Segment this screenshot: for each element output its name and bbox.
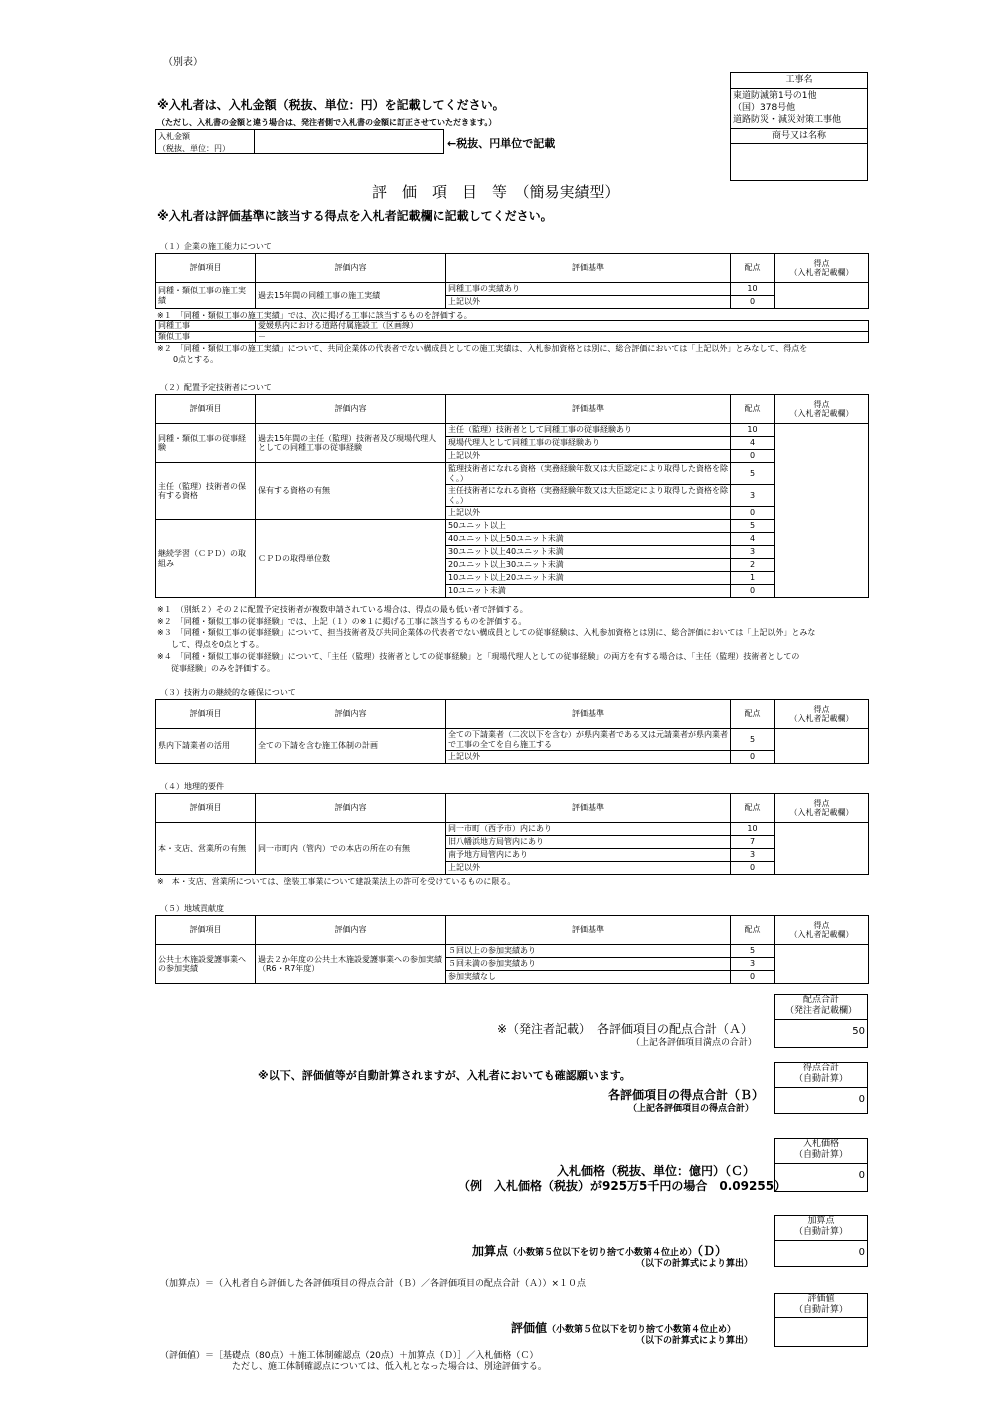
s5-item: 公共土木施設愛護事業への参加実績 bbox=[156, 945, 256, 984]
e-formula-2: ただし、施工体制確認点については、低入札となった場合は、別途評価する。 bbox=[232, 1362, 547, 1372]
section-2-table bbox=[155, 394, 869, 598]
c-box-header: 入札価格 （自動計算） bbox=[774, 1138, 868, 1164]
header-content: 評価内容 bbox=[256, 700, 446, 729]
b-total-value: 0 bbox=[774, 1087, 868, 1114]
d-formula: （加算点）＝（入札者自ら評価した各評価項目の得点合計（Ｂ）／各評価項目の配点合計（Ａ））×１０点 bbox=[160, 1279, 587, 1289]
s2-note: ※２ 「同種・類似工事の従事経験」では、上記（１）の※１に掲げる工事に該当するものを評価する。 bbox=[157, 616, 527, 626]
s2-score-input[interactable] bbox=[775, 424, 869, 598]
header-item: 評価項目 bbox=[156, 794, 256, 823]
header-points: 配点 bbox=[731, 700, 775, 729]
s1-points-0: 10 bbox=[731, 283, 775, 296]
header-score: 得点 （入札者記載欄） bbox=[775, 794, 869, 823]
s2-g2-criteria-5: 10ユニット未満 bbox=[446, 585, 731, 598]
header-criteria: 評価基準 bbox=[446, 395, 731, 424]
s4-criteria-3: 上記以外 bbox=[446, 862, 731, 875]
header-criteria: 評価基準 bbox=[446, 254, 731, 283]
s4-note: ※ 本・支店、営業所については、塗装工事業について建設業法上の許可を受けているものに限る。 bbox=[157, 877, 516, 886]
s1-note-1: ※１ 「同種・類似工事の施工実績」では、次に掲げる工事に該当するものを評価する。 bbox=[157, 311, 472, 320]
d-box-header: 加算点 （自動計算） bbox=[774, 1215, 868, 1241]
s2-g2-item: 継続学習（ＣＰＤ）の取組み bbox=[156, 520, 256, 598]
s5-score-input[interactable] bbox=[775, 945, 869, 984]
s5-points-0: 5 bbox=[731, 945, 775, 958]
header-score: 得点 （入札者記載欄） bbox=[775, 395, 869, 424]
b-total-sub: （上記各評価項目の得点合計） bbox=[628, 1104, 755, 1114]
d-addpoint-value: 0 bbox=[774, 1240, 868, 1267]
c-price-label: 入札価格（税抜、単位：億円）（Ｃ） bbox=[557, 1164, 756, 1178]
s2-g1-points-1: 3 bbox=[731, 485, 775, 507]
s1-def-1-label: 同種工事 bbox=[156, 321, 256, 332]
s4-score-input[interactable] bbox=[775, 823, 869, 875]
section-1-title: （１）企業の施工能力について bbox=[160, 242, 272, 251]
s1-note-2a: ※２ 「同種・類似工事の施工実績」について、共同企業体の代表者でない構成員としての施工実績は、入札参加資格とは別に、総合評価においては「上記以外」とみなして、得点を bbox=[157, 344, 808, 353]
s2-g1-criteria-2: 上記以外 bbox=[446, 507, 731, 520]
s2-g0-points-0: 10 bbox=[731, 424, 775, 437]
s2-g1-criteria-0: 監理技術者になれる資格（実務経験年数又は大臣認定により取得した資格を除く。） bbox=[446, 463, 731, 485]
s1-definition-table bbox=[155, 320, 869, 343]
s2-g2-points-0: 5 bbox=[731, 520, 775, 533]
project-name-header: 工事名 bbox=[730, 72, 868, 89]
e-formula-1: （評価値）＝［基礎点（80点）＋施工体制確認点（20点）＋加算点（Ｄ）］／入札価格（Ｃ） bbox=[160, 1351, 539, 1361]
s4-criteria-2: 南予地方局管内にあり bbox=[446, 849, 731, 862]
s2-g2-points-5: 0 bbox=[731, 585, 775, 598]
s2-g2-points-4: 1 bbox=[731, 572, 775, 585]
s3-score-input[interactable] bbox=[775, 729, 869, 764]
s5-points-2: 0 bbox=[731, 971, 775, 984]
s2-g1-criteria-1: 主任技術者になれる資格（実務経験年数又は大臣認定により取得した資格を除く。） bbox=[446, 485, 731, 507]
header-item: 評価項目 bbox=[156, 916, 256, 945]
s2-g2-criteria-4: 10ユニット以上20ユニット未満 bbox=[446, 572, 731, 585]
s3-item: 県内下請業者の活用 bbox=[156, 729, 256, 764]
bid-notice: ※入札者は、入札金額（税抜、単位：円）を記載してください。 bbox=[157, 98, 505, 112]
s2-g2-criteria-2: 30ユニット以上40ユニット未満 bbox=[446, 546, 731, 559]
s4-points-3: 0 bbox=[731, 862, 775, 875]
header-points: 配点 bbox=[731, 794, 775, 823]
project-name-line-2: （国）378号他 bbox=[733, 103, 796, 113]
e-evaluation-label: 評価値（小数第５位以下を切り捨て小数第４位止め） bbox=[511, 1321, 737, 1335]
header-criteria: 評価基準 bbox=[446, 916, 731, 945]
s3-content: 全ての下請を含む施工体制の計画 bbox=[256, 729, 446, 764]
c-price-sub: （例 入札価格（税抜）が925万5千円の場合 0.09255） bbox=[458, 1179, 787, 1193]
project-name-box bbox=[730, 88, 868, 129]
s1-def-2-value: － bbox=[256, 332, 869, 343]
s1-def-2-label: 類似工事 bbox=[156, 332, 256, 343]
s2-note: して、得点を0点とする。 bbox=[163, 640, 264, 650]
s1-criteria-0: 同種工事の実績あり bbox=[446, 283, 731, 296]
header-score: 得点 （入札者記載欄） bbox=[775, 700, 869, 729]
s1-criteria-1: 上記以外 bbox=[446, 296, 731, 309]
header-points: 配点 bbox=[731, 254, 775, 283]
a-box-header: 配点合計 （発注者記載欄） bbox=[774, 994, 868, 1020]
section-5-title: （５）地域貢献度 bbox=[160, 904, 224, 913]
s4-criteria-1: 旧八幡浜地方局管内にあり bbox=[446, 836, 731, 849]
main-title: 評 価 項 目 等 （簡易実績型） bbox=[372, 183, 620, 201]
s5-content: 過去２か年度の公共土木施設愛護事業への参加実績 （R6・R7年度） bbox=[256, 945, 446, 984]
a-total-sub: （上記各評価項目満点の合計） bbox=[631, 1038, 758, 1048]
s5-points-1: 3 bbox=[731, 958, 775, 971]
s3-criteria-1: 上記以外 bbox=[446, 751, 731, 764]
s2-g0-item: 同種・類似工事の従事経験 bbox=[156, 424, 256, 463]
section-3-title: （３）技術力の継続的な確保について bbox=[160, 688, 296, 697]
e-evaluation-sub: （以下の計算式により算出） bbox=[636, 1336, 754, 1346]
s3-points-1: 0 bbox=[731, 751, 775, 764]
s2-note: ※４ 「同種・類似工事の従事経験」について、「主任（監理）技術者としての従事経験」と「現場代理人としての従事経験」の両方を有する場合は、「主任（監理）技術者としての bbox=[157, 651, 800, 661]
main-notice: ※入札者は評価基準に該当する得点を入札者記載欄に記載してください。 bbox=[157, 209, 553, 223]
s4-item: 本・支店、営業所の有無 bbox=[156, 823, 256, 875]
s4-points-0: 10 bbox=[731, 823, 775, 836]
d-addpoint-label: 加算点（小数第５位以下を切り捨て小数第４位止め）（Ｄ） bbox=[472, 1244, 728, 1258]
bid-amount-input[interactable] bbox=[254, 129, 444, 154]
header-content: 評価内容 bbox=[256, 916, 446, 945]
project-name-line-3: 道路防災・減災対策工事他 bbox=[733, 115, 842, 125]
e-box-header: 評価値 （自動計算） bbox=[774, 1293, 868, 1318]
bid-note: （ただし、入札書の金額と違う場合は、発注者側で入札書の金額に訂正させていただきます。） bbox=[157, 118, 497, 127]
header-item: 評価項目 bbox=[156, 395, 256, 424]
s2-g0-points-2: 0 bbox=[731, 450, 775, 463]
d-addpoint-sub: （以下の計算式により算出） bbox=[636, 1259, 754, 1269]
company-header: 商号又は名称 bbox=[730, 128, 868, 144]
s2-g2-points-2: 3 bbox=[731, 546, 775, 559]
b-total-label: 各評価項目の得点合計（Ｂ） bbox=[608, 1088, 765, 1102]
s2-g0-criteria-0: 主任（監理）技術者として同種工事の従事経験あり bbox=[446, 424, 731, 437]
header-content: 評価内容 bbox=[256, 794, 446, 823]
c-price-value: 0 bbox=[774, 1163, 868, 1192]
s3-criteria-0: 全ての下請業者（二次以下を含む）が県内業者である又は元請業者が県内業者で工事の全てを自ら施工する bbox=[446, 729, 731, 751]
header-score: 得点 （入札者記載欄） bbox=[775, 254, 869, 283]
s2-g1-content: 保有する資格の有無 bbox=[256, 463, 446, 520]
s1-item: 同種・類似工事の施工実績 bbox=[156, 283, 256, 309]
section-5-table bbox=[155, 915, 869, 984]
s5-criteria-1: ５回未満の参加実績あり bbox=[446, 958, 731, 971]
section-4-title: （４）地理的要件 bbox=[160, 782, 224, 791]
s2-note: ※３ 「同種・類似工事の従事経験」について、担当技術者及び共同企業体の代表者でない構成員としての従事経験は、入札参加資格とは別に、総合評価においては「上記以外」とみな bbox=[157, 628, 816, 638]
s5-criteria-0: ５回以上の参加実績あり bbox=[446, 945, 731, 958]
s1-points-1: 0 bbox=[731, 296, 775, 309]
section-3-table bbox=[155, 699, 869, 764]
company-input[interactable] bbox=[730, 143, 868, 181]
s3-points-0: 5 bbox=[731, 729, 775, 751]
a-total-value: 50 bbox=[774, 1019, 868, 1048]
header-content: 評価内容 bbox=[256, 395, 446, 424]
s2-g2-content: ＣＰＤの取得単位数 bbox=[256, 520, 446, 598]
header-criteria: 評価基準 bbox=[446, 794, 731, 823]
e-evaluation-value bbox=[774, 1317, 868, 1347]
bid-amount-label-2: （税抜、単位：円） bbox=[158, 144, 230, 153]
project-name-line-1: 東道防滅第1号の1他 bbox=[733, 91, 817, 101]
s4-content: 同一市町内（管内）での本店の所在の有無 bbox=[256, 823, 446, 875]
s1-content: 過去15年間の同種工事の施工実績 bbox=[256, 283, 446, 309]
s2-g1-item: 主任（監理）技術者の保有する資格 bbox=[156, 463, 256, 520]
header-item: 評価項目 bbox=[156, 254, 256, 283]
s2-note: ※１ （別紙２）その２に配置予定技術者が複数申請されている場合は、得点の最も低い者で評価する。 bbox=[157, 605, 528, 614]
section-2-title: （２）配置予定技術者について bbox=[160, 383, 272, 392]
s4-criteria-0: 同一市町（西予市）内にあり bbox=[446, 823, 731, 836]
bid-arrow-note: ←税抜、円単位で記載 bbox=[447, 137, 556, 150]
bid-amount-label-1: 入札金額 bbox=[158, 132, 190, 141]
s2-g2-criteria-0: 50ユニット以上 bbox=[446, 520, 731, 533]
header-criteria: 評価基準 bbox=[446, 700, 731, 729]
s2-g0-criteria-2: 上記以外 bbox=[446, 450, 731, 463]
header-points: 配点 bbox=[731, 395, 775, 424]
s2-g0-criteria-1: 現場代理人として同種工事の従事経験あり bbox=[446, 437, 731, 450]
section-1-table bbox=[155, 253, 869, 309]
header-content: 評価内容 bbox=[256, 254, 446, 283]
s4-points-1: 7 bbox=[731, 836, 775, 849]
s2-g2-points-3: 2 bbox=[731, 559, 775, 572]
auto-calc-notice: ※以下、評価値等が自動計算されますが、入札者においても確認願います。 bbox=[258, 1069, 631, 1082]
appendix-label: （別表） bbox=[163, 57, 203, 68]
header-item: 評価項目 bbox=[156, 700, 256, 729]
s2-g1-points-0: 5 bbox=[731, 463, 775, 485]
s1-note-2b: 0点とする。 bbox=[173, 355, 219, 364]
bid-amount-label bbox=[155, 129, 255, 154]
s5-criteria-2: 参加実績なし bbox=[446, 971, 731, 984]
s2-g1-points-2: 0 bbox=[731, 507, 775, 520]
a-total-label: ※（発注者記載） 各評価項目の配点合計（Ａ） bbox=[497, 1022, 754, 1036]
header-points: 配点 bbox=[731, 916, 775, 945]
s1-score-input[interactable] bbox=[775, 283, 869, 309]
s2-note: 従事経験」のみを評価する。 bbox=[163, 663, 275, 673]
s2-g2-points-1: 4 bbox=[731, 533, 775, 546]
b-box-header: 得点合計 （自動計算） bbox=[774, 1062, 868, 1088]
section-4-table bbox=[155, 793, 869, 875]
s2-g2-criteria-3: 20ユニット以上30ユニット未満 bbox=[446, 559, 731, 572]
s2-g2-criteria-1: 40ユニット以上50ユニット未満 bbox=[446, 533, 731, 546]
header-score: 得点 （入札者記載欄） bbox=[775, 916, 869, 945]
s2-g0-content: 過去15年間の主任（監理）技術者及び現場代理人としての同種工事の従事経験 bbox=[256, 424, 446, 463]
s2-notes bbox=[157, 604, 815, 674]
s2-g0-points-1: 4 bbox=[731, 437, 775, 450]
s1-def-1-value: 愛媛県内における道路付属施設工（区画線） bbox=[256, 321, 869, 332]
s4-points-2: 3 bbox=[731, 849, 775, 862]
